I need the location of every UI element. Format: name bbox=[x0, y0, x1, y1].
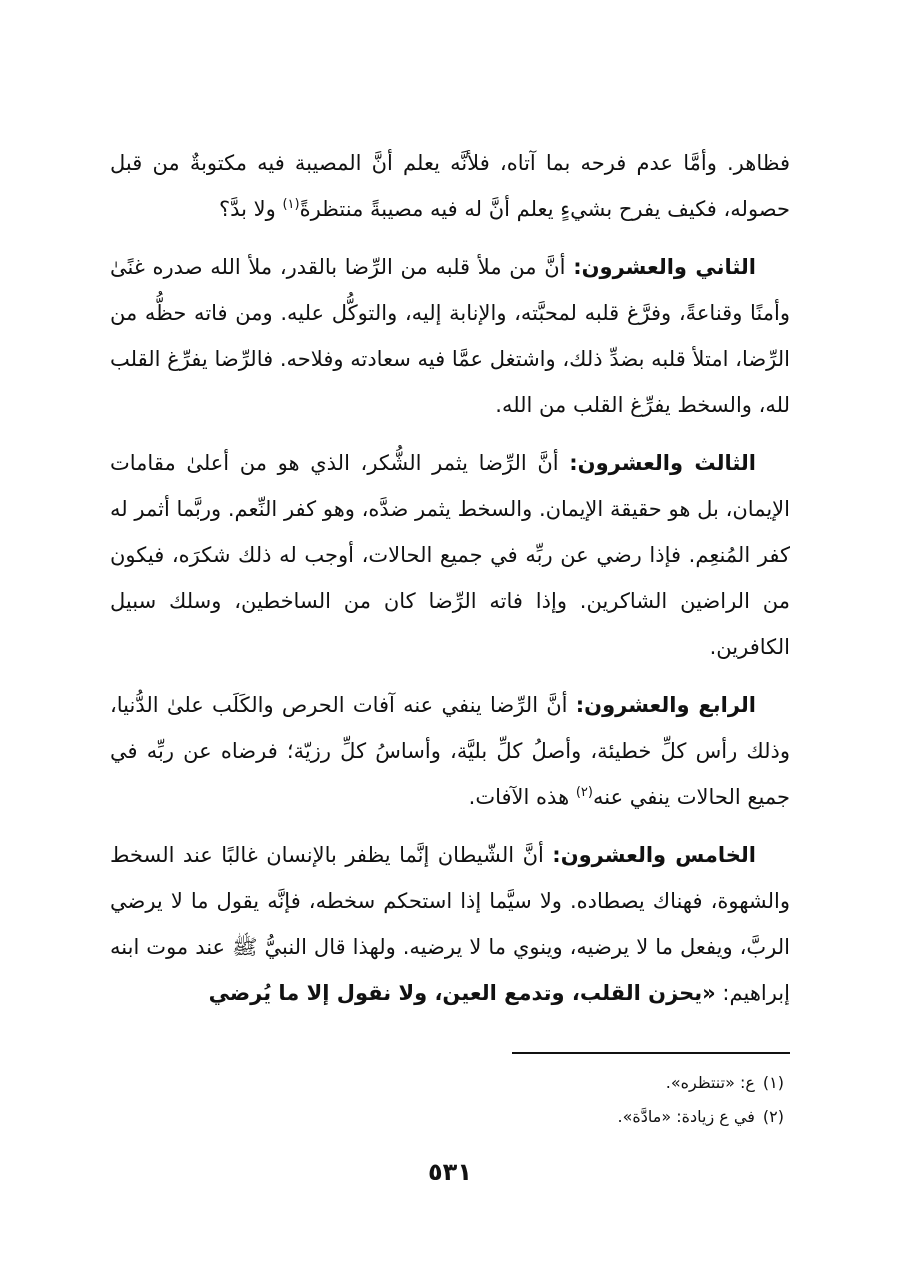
footnote-2 bbox=[110, 1100, 790, 1134]
footnote-1-number: (١) bbox=[762, 1073, 784, 1092]
footnote-1-text: ع: «تنتظره». bbox=[665, 1073, 755, 1092]
paragraph-22-text: أنَّ من ملأ قلبه من الرِّضا بالقدر، ملأ الله صدره غنًىٰ وأمنًا وقناعةً، وفرَّغ قلبه لمحبَّته، والإنابة إليه، والتوكُّل عليه. ومن فاته حظُّه من الرِّضا، امتلأ قلبه بضدِّ ذلك، واشتغل عمَّا فيه سعادته وفلاحه. فالرِّضا يفرِّغ القلب لله، والسخط يفرِّغ القلب من الله. bbox=[110, 255, 790, 417]
footnote-ref-2[interactable]: (٢) bbox=[575, 785, 593, 800]
paragraph-24-heading: الرابع والعشرون: bbox=[575, 693, 756, 717]
footnote-2-number: (٢) bbox=[762, 1107, 784, 1126]
paragraph-1-after: ولا بدَّ؟ bbox=[218, 197, 283, 221]
paragraph-24-text: أنَّ الرِّضا ينفي عنه آفات الحرص والكَلَب علىٰ الدُّنيا، وذلك رأس كلِّ خطيئة، وأصلُ كلِّ بليَّة، وأساسُ كلِّ رزيّة؛ فرضاه عن ربِّه في جميع الحالات ينفي عنه bbox=[110, 693, 790, 809]
page-number: ٥٣١ bbox=[428, 1158, 472, 1186]
paragraph-25 bbox=[110, 832, 790, 1016]
footnote-divider bbox=[512, 1052, 790, 1054]
paragraph-23-heading: الثالث والعشرون: bbox=[569, 451, 756, 475]
footnote-2-text: في ع زيادة: «مادَّة». bbox=[617, 1107, 755, 1126]
paragraph-22 bbox=[110, 244, 790, 428]
footnote-ref-1[interactable]: (١) bbox=[282, 197, 300, 212]
paragraph-24-after: هذه الآفات. bbox=[468, 785, 576, 809]
paragraph-23-text: أنَّ الرِّضا يثمر الشُّكر، الذي هو من أعلىٰ مقامات الإيمان، بل هو حقيقة الإيمان. والسخط يثمر ضدَّه، وهو كفر النِّعم. وربَّما أثمر له كفر المُنعِم. فإذا رضي عن ربِّه في جميع الحالات، أوجب له ذلك شكرَه، فيكون من الراضين الشاكرين. وإذا فاته الرِّضا كان من الساخطين، وسلك سبيل الكافرين. bbox=[110, 451, 790, 659]
paragraph-22-heading: الثاني والعشرون: bbox=[573, 255, 757, 279]
paragraph-25-heading: الخامس والعشرون: bbox=[552, 843, 756, 867]
hadith-quote: «يحزن القلب، وتدمع العين، ولا نقول إلا ما يُرضي bbox=[208, 981, 716, 1005]
footnote-1 bbox=[110, 1066, 790, 1100]
paragraph-1 bbox=[110, 140, 790, 232]
paragraph-25-text: أنَّ الشّيطان إنَّما يظفر بالإنسان غالبًا عند السخط والشهوة، فهناك يصطاده. ولا سيَّما إذا استحكم سخطه، فإنَّه يقول ما لا يرضي الربَّ، ويفعل ما لا يرضيه، وينوي ما لا يرضيه. ولهذا قال النبيُّ ﷺ عند موت ابنه إبراهيم: bbox=[110, 843, 790, 1005]
paragraph-1-text: فظاهر. وأمَّا عدم فرحه بما آتاه، فلأنَّه يعلم أنَّ المصيبة فيه مكتوبةٌ من قبل حصوله، فكيف يفرح بشيءٍ يعلم أنَّ له فيه مصيبةً منتظرةً bbox=[110, 151, 790, 221]
paragraph-23 bbox=[110, 440, 790, 670]
footnotes bbox=[110, 1066, 790, 1134]
page-body bbox=[110, 140, 790, 1028]
paragraph-24 bbox=[110, 682, 790, 820]
